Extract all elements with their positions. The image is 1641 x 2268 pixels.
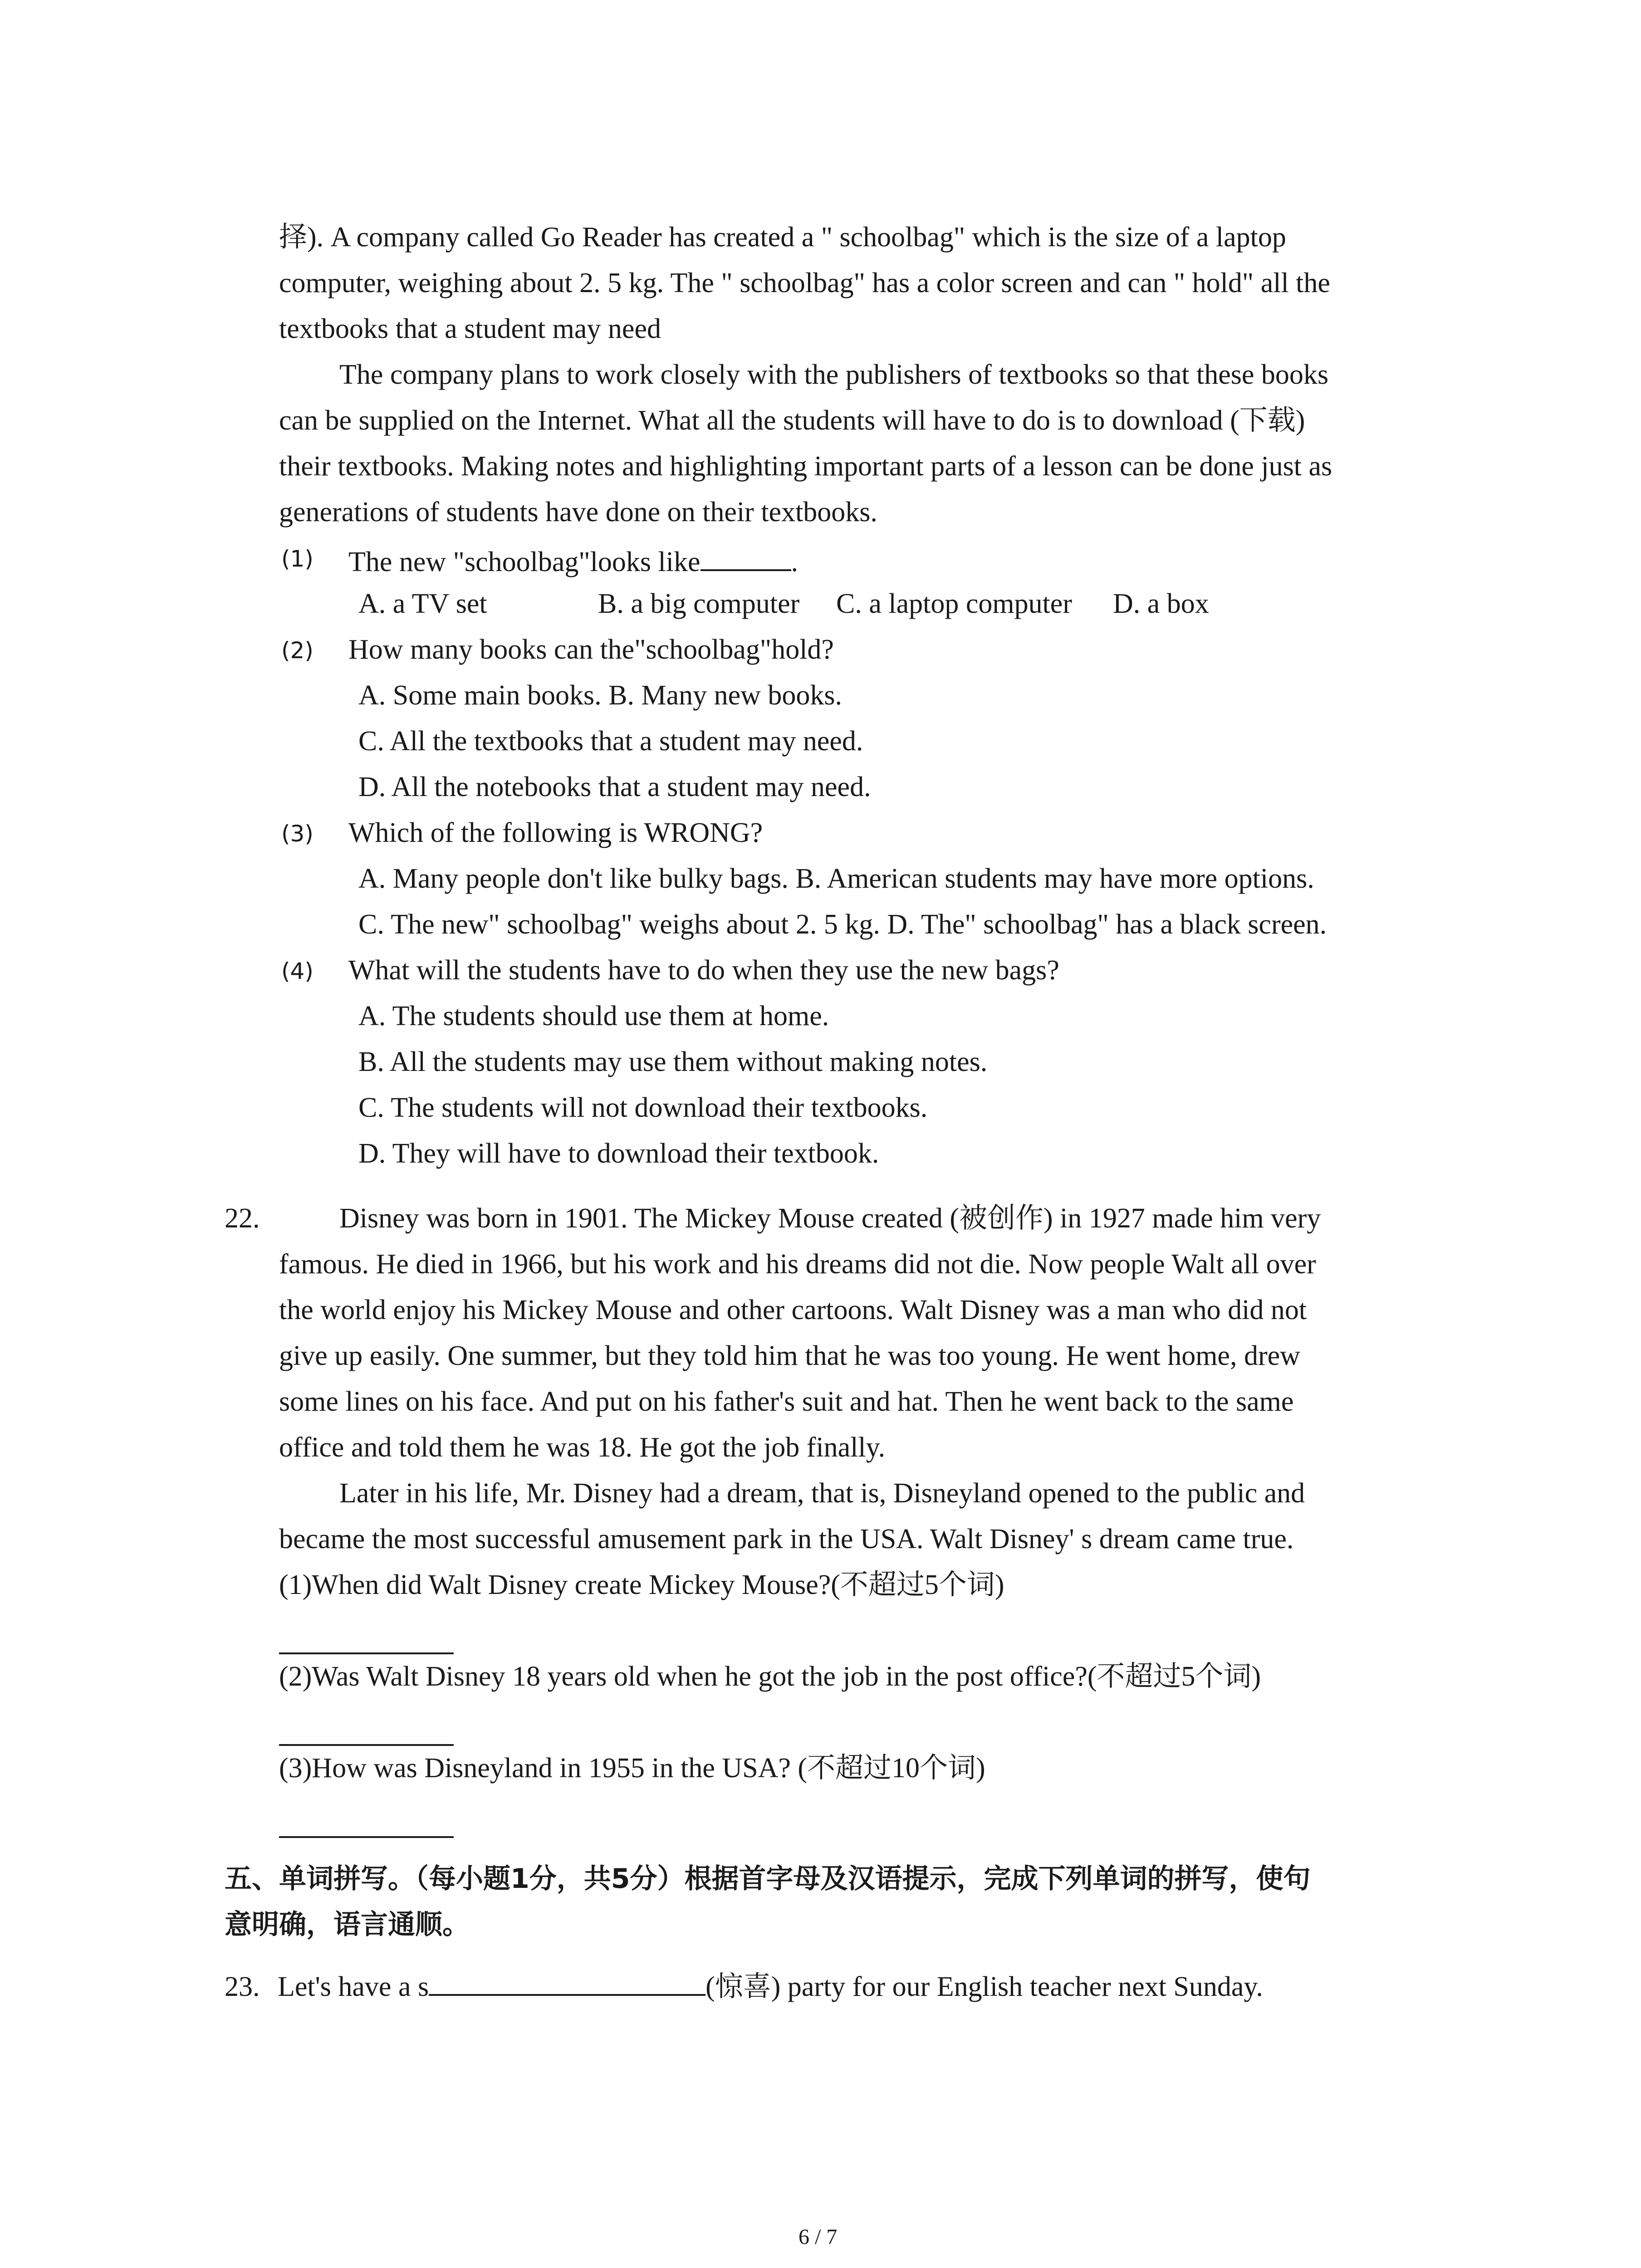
answer-line[interactable] <box>279 1744 454 1746</box>
question-stem: Which of the following is WRONG? <box>348 817 763 848</box>
section-heading: 意明确，语言通顺。 <box>225 1909 470 1941</box>
passage-line: textbooks that a student may need <box>279 313 661 344</box>
option-line: B. All the students may use them without making notes. <box>358 1046 988 1077</box>
question-number: (1) <box>281 546 314 572</box>
question-stem: How many books can the"schoolbag"hold? <box>348 634 834 665</box>
section-heading: 五、单词拼写。（每小题1分，共5分）根据首字母及汉语提示，完成下列单词的拼写，使句 <box>225 1863 1311 1895</box>
short-answer-question: (1)When did Walt Disney create Mickey Mouse?(不超过5个词) <box>279 1569 1004 1600</box>
option-line: A. The students should use them at home. <box>358 1001 829 1031</box>
passage-line: some lines on his face. And put on his father's suit and hat. Then he went back to the same <box>279 1386 1294 1417</box>
passage-line: 择). A company called Go Reader has created a " schoolbag" which is the size of a laptop <box>279 222 1286 253</box>
question-text-after: (惊喜) party for our English teacher next Sunday. <box>705 1971 1263 2002</box>
option-d: D. a box <box>1113 588 1209 619</box>
short-answer-question: (3)How was Disneyland in 1955 in the USA? (不超过10个词) <box>279 1753 985 1784</box>
passage-line: Disney was born in 1901. The Mickey Mouse created (被创作) in 1927 made him very <box>339 1203 1321 1234</box>
passage-line: Later in his life, Mr. Disney had a dream, that is, Disneyland opened to the public and <box>339 1478 1305 1509</box>
question-number: 22. <box>225 1203 260 1234</box>
option-line: C. The students will not download their textbooks. <box>358 1092 928 1123</box>
question-stem: What will the students have to do when they use the new bags? <box>348 955 1059 986</box>
passage-line: can be supplied on the Internet. What all the students will have to do is to download (下载) <box>279 405 1305 436</box>
question-number: (2) <box>281 637 314 664</box>
passage-line: their textbooks. Making notes and highlighting important parts of a lesson can be done just as <box>279 451 1332 482</box>
answer-line[interactable] <box>279 1836 454 1838</box>
question-number: (4) <box>281 958 314 984</box>
short-answer-question: (2)Was Walt Disney 18 years old when he got the job in the post office?(不超过5个词) <box>279 1661 1261 1692</box>
passage-line: generations of students have done on their textbooks. <box>279 497 877 528</box>
option-line: D. They will have to download their textbook. <box>358 1138 879 1169</box>
answer-blank[interactable] <box>429 1969 705 1996</box>
passage-line: the world enjoy his Mickey Mouse and other cartoons. Walt Disney was a man who did not <box>279 1295 1307 1325</box>
page-indicator: 6 / 7 <box>798 2225 838 2249</box>
option-line: A. Many people don't like bulky bags. B. American students may have more options. <box>358 863 1314 894</box>
passage-line: famous. He died in 1966, but his work and his dreams did not die. Now people Walt all over <box>279 1249 1316 1280</box>
question-stem-text: The new "schoolbag"looks like <box>348 546 700 577</box>
option-b: B. a big computer <box>598 588 800 619</box>
passage-line: office and told them he was 18. He got the job finally. <box>279 1432 886 1463</box>
answer-blank[interactable] <box>700 544 791 571</box>
passage-line: became the most successful amusement park in the USA. Walt Disney' s dream came true. <box>279 1524 1294 1554</box>
option-line: D. All the notebooks that a student may need. <box>358 772 871 802</box>
question-stem <box>348 544 798 576</box>
option-c: C. a laptop computer <box>836 588 1072 619</box>
answer-line[interactable] <box>279 1652 454 1654</box>
passage-line: The company plans to work closely with the publishers of textbooks so that these books <box>339 359 1328 390</box>
question-stem-end: . <box>791 546 798 577</box>
option-line: C. The new" schoolbag" weighs about 2. 5 kg. D. The" schoolbag" has a black screen. <box>358 909 1327 940</box>
passage-line: give up easily. One summer, but they told him that he was too young. He went home, drew <box>279 1340 1300 1371</box>
option-line: C. All the textbooks that a student may need. <box>358 726 863 757</box>
question-number: 23. <box>225 1971 260 2002</box>
passage-line: computer, weighing about 2. 5 kg. The " schoolbag" has a color screen and can " hold" all the <box>279 268 1330 298</box>
question-number: (3) <box>281 821 314 847</box>
option-line: A. Some main books. B. Many new books. <box>358 680 843 711</box>
option-a: A. a TV set <box>358 588 487 619</box>
question-23 <box>225 1969 1263 2001</box>
question-text-before: Let's have a s <box>278 1971 429 2002</box>
